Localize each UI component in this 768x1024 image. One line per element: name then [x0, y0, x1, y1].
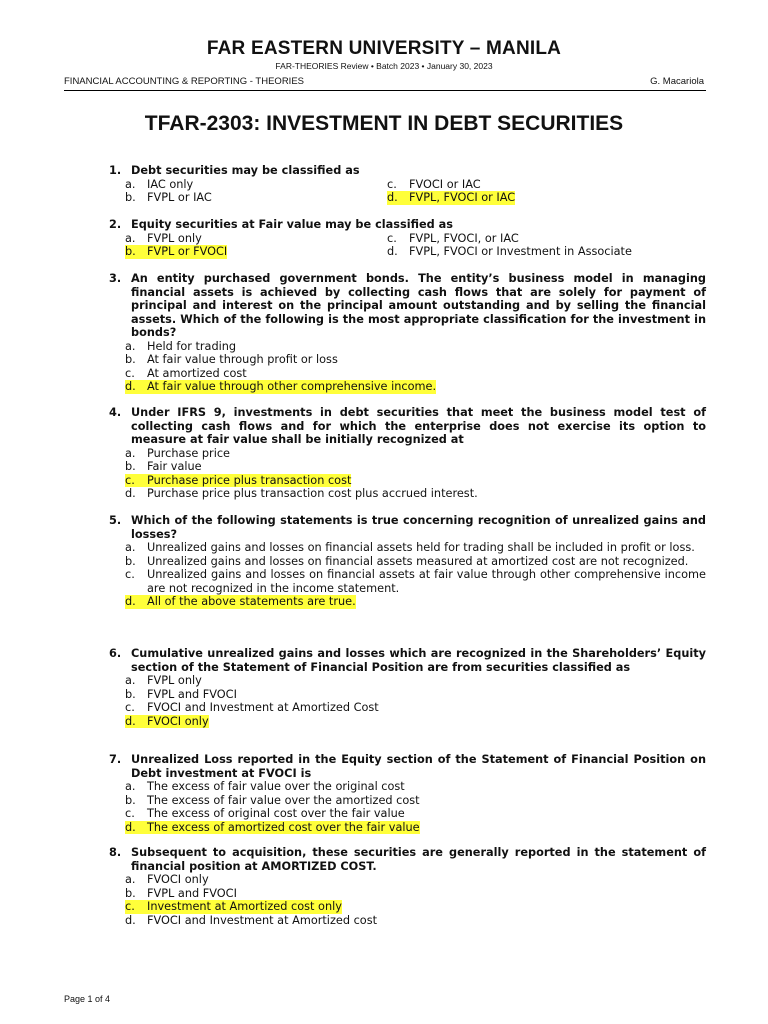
option-c-answer: c. Purchase price plus transaction cost: [125, 473, 352, 487]
question-6: [110, 647, 706, 728]
option-d-answer: d. All of the above statements are true.: [125, 595, 356, 608]
option-c: c. Unrealized gains and losses on financial assets at fair value through other comprehensive income are not recognized in the income statement.: [125, 568, 706, 595]
question-number: 1.: [109, 164, 122, 177]
option-a: a. IAC only: [125, 177, 194, 191]
question-number: 5.: [109, 514, 122, 527]
question-number: 8.: [109, 846, 122, 859]
document-title: TFAR-2303: INVESTMENT IN DEBT SECURITIES: [144, 112, 624, 135]
question-text: Unrealized Loss reported in the Equity section of the Statement of Financial Position on Debt investment at FVOCI is: [131, 753, 706, 780]
question-text: Under IFRS 9, investments in debt securities that meet the business model test of collecting cash flows and for which the enterprise does not exercise its option to measure at fair value shall be initially recognized at: [131, 406, 706, 446]
option-a: a. The excess of fair value over the original cost: [125, 780, 405, 793]
option-d: d. FVPL, FVOCI or Investment in Associate: [387, 245, 632, 258]
question-text: Equity securities at Fair value may be classified as: [131, 218, 454, 231]
question-7: [110, 753, 706, 834]
question-number: 4.: [109, 406, 122, 419]
question-text: An entity purchased government bonds. The entity’s business model in managing financial assets is achieved by collecting cash flows that are solely for payment of principal and interest on the principal amount outstanding and by selling the financial assets. Which of the following is the most appropriate classification for the investment in bonds?: [131, 272, 706, 339]
option-c: c. At amortized cost: [125, 366, 247, 380]
option-b: b. At fair value through profit or loss: [125, 353, 338, 366]
option-a: a. FVPL only: [125, 674, 202, 687]
question-2: [110, 218, 706, 259]
university-name: FAR EASTERN UNIVERSITY – MANILA: [206, 38, 562, 59]
option-a: a. Held for trading: [125, 339, 237, 353]
question-text: Debt securities may be classified as: [131, 164, 360, 177]
question-3: [110, 272, 706, 394]
option-d-answer: d. FVOCI only: [125, 714, 209, 728]
page-number: Page 1 of 4: [64, 994, 111, 1004]
option-a: a. Unrealized gains and losses on financial assets held for trading shall be included in profit or loss.: [125, 541, 695, 554]
question-text: Cumulative unrealized gains and losses which are recognized in the Shareholders’ Equity section of the Statement of Financial Position are from securities classified as: [131, 647, 706, 674]
option-b: b. FVPL and FVOCI: [125, 687, 237, 701]
option-d-answer: d. FVPL, FVOCI or IAC: [387, 191, 516, 204]
option-d: d. FVOCI and Investment at Amortized cost: [125, 913, 378, 927]
question-number: 6.: [109, 647, 122, 660]
option-a: a. FVOCI only: [125, 873, 209, 886]
question-text: Which of the following statements is true concerning recognition of unrealized gains and losses?: [131, 514, 706, 541]
author-name: G. Macariola: [650, 76, 704, 87]
option-a: a. FVPL only: [125, 231, 202, 245]
option-d: d. Purchase price plus transaction cost plus accrued interest.: [125, 487, 478, 500]
option-c: c. FVOCI and Investment at Amortized Cost: [125, 701, 379, 714]
question-text: Subsequent to acquisition, these securities are generally reported in the statement of financial position at AMORTIZED COST.: [131, 846, 706, 873]
course-name: FINANCIAL ACCOUNTING & REPORTING - THEORIES: [64, 76, 304, 87]
question-number: 3.: [109, 272, 122, 285]
option-d-answer: d. The excess of amortized cost over the fair value: [125, 820, 420, 834]
option-b-answer: b. FVPL or FVOCI: [125, 245, 228, 258]
question-number: 2.: [109, 218, 122, 231]
option-b: b. The excess of fair value over the amortized cost: [125, 793, 420, 807]
option-c-answer: c. Investment at Amortized cost only: [125, 900, 342, 913]
option-b: b. FVPL and FVOCI: [125, 886, 237, 900]
option-b: b. FVPL or IAC: [125, 191, 212, 204]
option-c: c. The excess of original cost over the fair value: [125, 807, 405, 820]
question-1: [110, 164, 706, 205]
option-b: b. Unrealized gains and losses on financial assets measured at amortized cost are not recognized.: [125, 554, 689, 568]
question-number: 7.: [109, 753, 122, 766]
question-5: [110, 514, 706, 609]
question-4: [110, 406, 706, 501]
option-b: b. Fair value: [125, 460, 202, 473]
option-a: a. Purchase price: [125, 446, 231, 460]
course-header-line: [64, 76, 706, 91]
question-8: [110, 846, 706, 927]
option-d-answer: d. At fair value through other comprehensive income.: [125, 380, 437, 393]
review-subtitle: FAR-THEORIES Review • Batch 2023 • January 30, 2023: [275, 61, 493, 71]
option-c: c. FVOCI or IAC: [387, 177, 481, 191]
option-c: c. FVPL, FVOCI, or IAC: [387, 231, 519, 245]
